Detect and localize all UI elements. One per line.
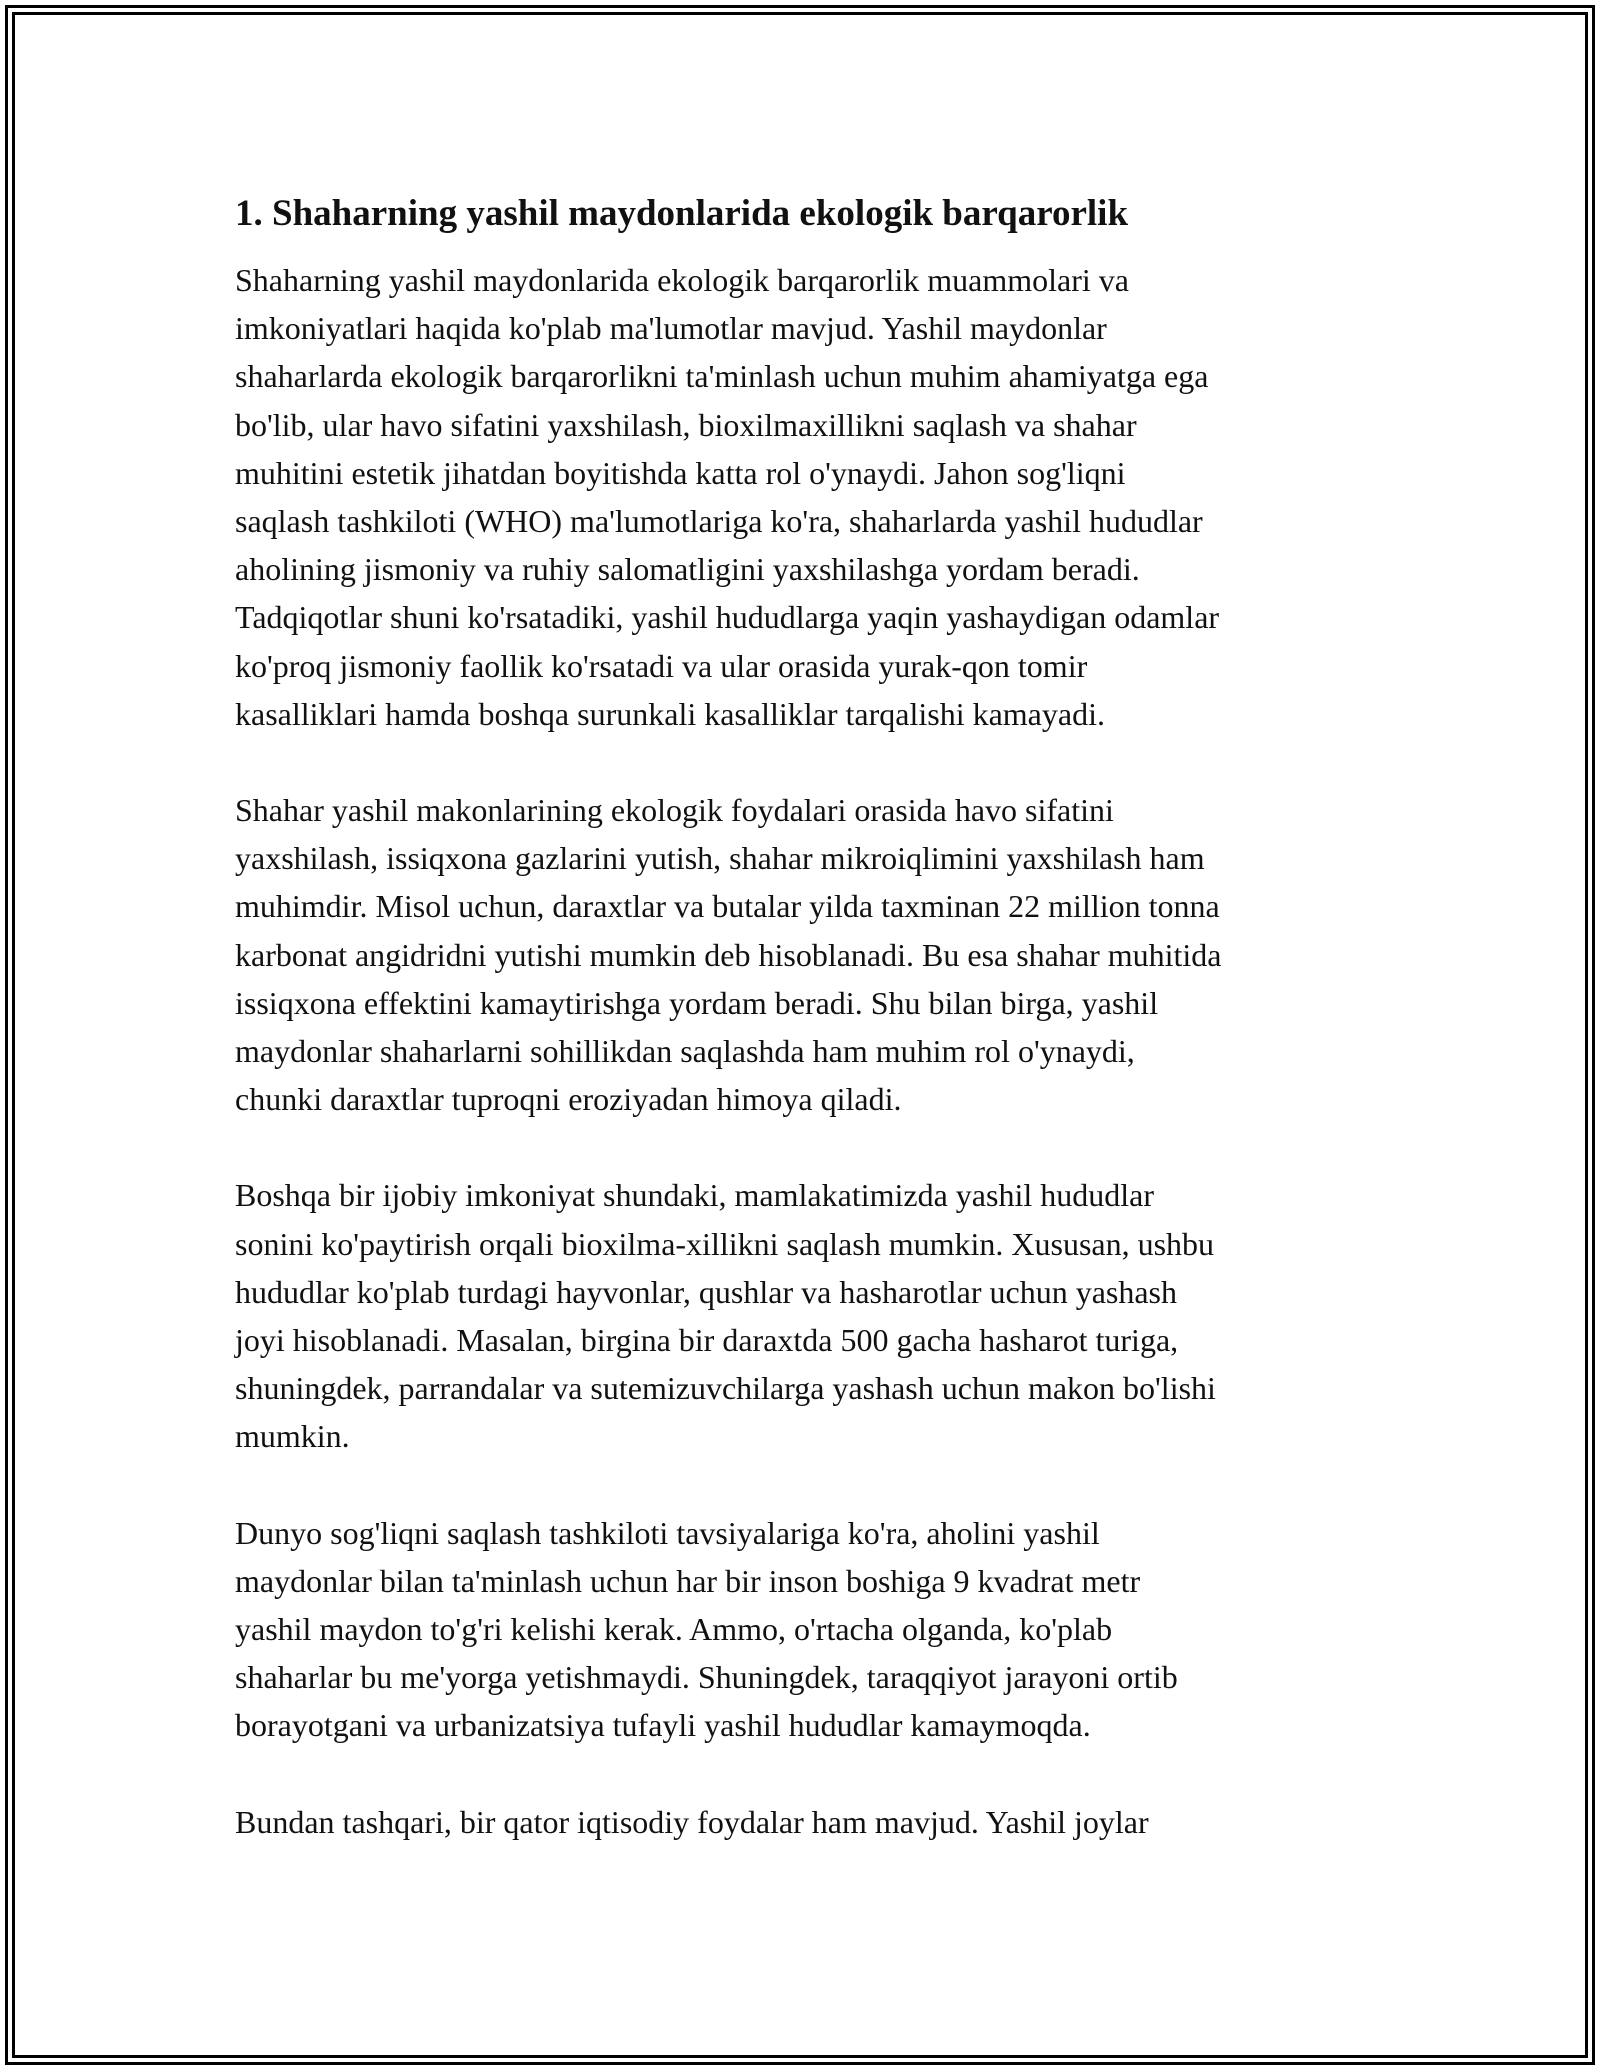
paragraph — [235, 786, 1380, 1123]
paragraph-line: ko'proq jismoniy faollik ko'rsatadi va ular orasida yurak-qon tomir — [235, 647, 1088, 684]
paragraph-line: hududlar ko'plab turdagi hayvonlar, qushlar va hasharotlar uchun yashash — [235, 1273, 1177, 1310]
paragraph-line: borayotgani va urbanizatsiya tufayli yashil hududlar kamaymoqda. — [235, 1707, 1091, 1744]
paragraph-line: bo'lib, ular havo sifatini yaxshilash, bioxilmaxillikni saqlash va shahar — [235, 406, 1137, 443]
paragraph — [235, 1798, 1380, 1846]
paragraph-line: Shahar yashil makonlarining ekologik foydalari orasida havo sifatini — [235, 792, 1114, 829]
paragraph-line: sonini ko'paytirish orqali bioxilma-xillikni saqlash mumkin. Xususan, ushbu — [235, 1225, 1215, 1262]
paragraph-line: Tadqiqotlar shuni ko'rsatadiki, yashil hududlarga yaqin yashaydigan odamlar — [235, 599, 1220, 636]
paragraph-line: maydonlar shaharlarni sohillikdan saqlashda ham muhim rol o'ynaydi, — [235, 1033, 1135, 1070]
paragraph-line: shaharlar bu me'yorga yetishmaydi. Shuningdek, taraqqiyot jarayoni ortib — [235, 1659, 1178, 1696]
paragraph-line: shaharlarda ekologik barqarorlikni ta'minlash uchun muhim ahamiyatga ega — [235, 358, 1209, 395]
paragraph-line: chunki daraxtlar tuproqni eroziyadan himoya qiladi. — [235, 1081, 902, 1118]
paragraph-line: muhimdir. Misol uchun, daraxtlar va butalar yilda taxminan 22 million tonna — [235, 888, 1220, 925]
paragraph-line: Boshqa bir ijobiy imkoniyat shundaki, mamlakatimizda yashil hududlar — [235, 1177, 1154, 1214]
paragraph-line: joyi hisoblanadi. Masalan, birgina bir daraxtda 500 gacha hasharot turiga, — [235, 1322, 1179, 1359]
paragraph-line: Shaharning yashil maydonlarida ekologik barqarorlik muammolari va — [235, 262, 1129, 298]
paragraph-line: yaxshilash, issiqxona gazlarini yutish, shahar mikroiqlimini yaxshilash ham — [235, 840, 1205, 877]
paragraph-line: imkoniyatlari haqida ko'plab ma'lumotlar mavjud. Yashil maydonlar — [235, 310, 1107, 347]
paragraph-line: kasalliklari hamda boshqa surunkali kasalliklar tarqalishi kamayadi. — [235, 695, 1105, 732]
document-body — [235, 256, 1380, 1846]
paragraph-line: saqlash tashkiloti (WHO) ma'lumotlariga ko'ra, shaharlarda yashil hududlar — [235, 503, 1203, 540]
paragraph-line: yashil maydon to'g'ri kelishi kerak. Ammo, o'rtacha olganda, ko'plab — [235, 1611, 1113, 1648]
paragraph-line: muhitini estetik jihatdan boyitishda katta rol o'ynaydi. Jahon sog'liqni — [235, 454, 1126, 491]
paragraph-line: mumkin. — [235, 1418, 350, 1455]
paragraph — [235, 1171, 1380, 1460]
paragraph-line: aholining jismoniy va ruhiy salomatligini yaxshilashga yordam beradi. — [235, 551, 1140, 588]
paragraph — [235, 1509, 1380, 1750]
paragraph-line: Dunyo sog'liqni saqlash tashkiloti tavsiyalariga ko'ra, aholini yashil — [235, 1514, 1100, 1551]
paragraph-line: karbonat angidridni yutishi mumkin deb hisoblanadi. Bu esa shahar muhitida — [235, 936, 1222, 973]
paragraph-line: issiqxona effektini kamaytirishga yordam beradi. Shu bilan birga, yashil — [235, 984, 1159, 1021]
document-page — [235, 186, 1380, 1894]
paragraph — [235, 256, 1380, 738]
paragraph-line: maydonlar bilan ta'minlash uchun har bir inson boshiga 9 kvadrat metr — [235, 1562, 1141, 1599]
document-title: 1. Shaharning yashil maydonlarida ekologik barqarorlik — [235, 193, 1129, 234]
paragraph-line: shuningdek, parrandalar va sutemizuvchilarga yashash uchun makon bo'lishi — [235, 1370, 1216, 1407]
paragraph-line: Bundan tashqari, bir qator iqtisodiy foydalar ham mavjud. Yashil joylar — [235, 1803, 1149, 1840]
